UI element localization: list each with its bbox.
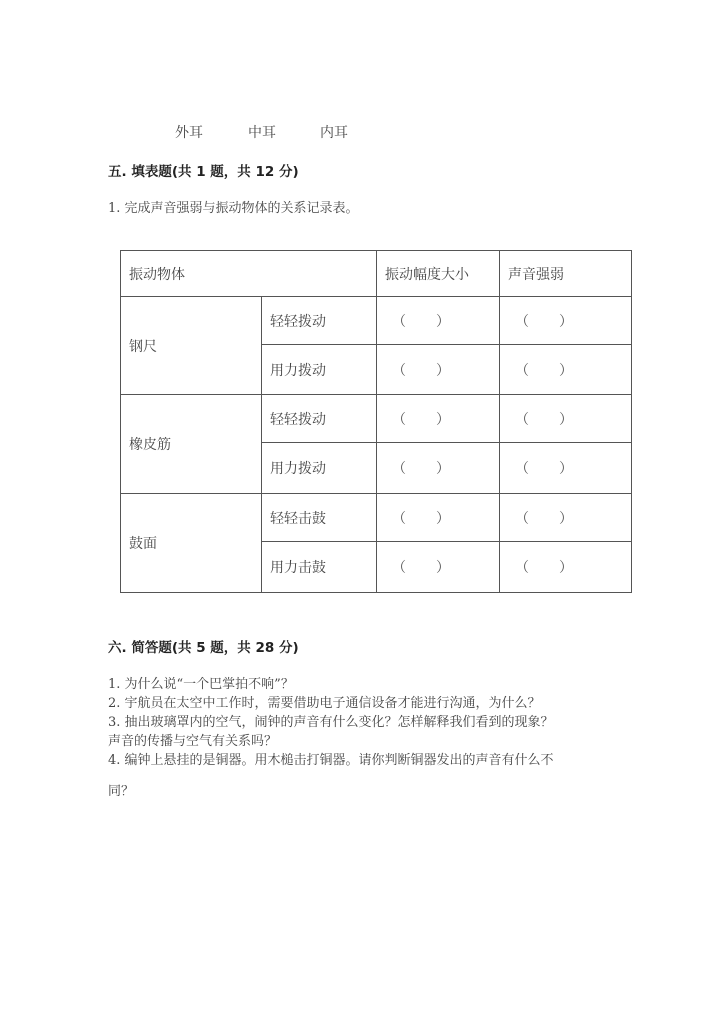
header-loudness: 声音强弱 bbox=[500, 251, 632, 297]
action-cell: 用力拨动 bbox=[262, 345, 377, 395]
object-drum-head: 鼓面 bbox=[121, 494, 262, 593]
action-cell: 用力拨动 bbox=[262, 443, 377, 494]
object-rubber-band: 橡皮筋 bbox=[121, 395, 262, 494]
ear-label-outer: 外耳 bbox=[175, 125, 203, 141]
header-vibrating-object: 振动物体 bbox=[121, 251, 377, 297]
loudness-blank[interactable]: （ ） bbox=[500, 542, 632, 593]
section-6-question-3-cont: 声音的传播与空气有关系吗？ bbox=[108, 734, 278, 749]
loudness-blank[interactable]: （ ） bbox=[500, 494, 632, 542]
header-amplitude: 振动幅度大小 bbox=[377, 251, 500, 297]
section-6-question-4: 4. 编钟上悬挂的是铜器。用木槌击打铜器。请你判断铜器发出的声音有什么不 bbox=[108, 753, 554, 768]
action-cell: 轻轻击鼓 bbox=[262, 494, 377, 542]
section-5-question-1: 1. 完成声音强弱与振动物体的关系记录表。 bbox=[108, 201, 359, 216]
amplitude-blank[interactable]: （ ） bbox=[377, 395, 500, 443]
action-cell: 轻轻拨动 bbox=[262, 297, 377, 345]
amplitude-blank[interactable]: （ ） bbox=[377, 345, 500, 395]
ear-label-inner: 内耳 bbox=[320, 125, 348, 141]
loudness-blank[interactable]: （ ） bbox=[500, 297, 632, 345]
loudness-blank[interactable]: （ ） bbox=[500, 345, 632, 395]
amplitude-blank[interactable]: （ ） bbox=[377, 297, 500, 345]
section-6-question-2: 2. 宇航员在太空中工作时，需要借助电子通信设备才能进行沟通，为什么？ bbox=[108, 696, 541, 711]
section-6-question-1: 1. 为什么说“一个巴掌拍不响”？ bbox=[108, 677, 294, 692]
section-6-question-3: 3. 抽出玻璃罩内的空气，闹钟的声音有什么变化？怎样解释我们看到的现象？ bbox=[108, 715, 554, 730]
amplitude-blank[interactable]: （ ） bbox=[377, 443, 500, 494]
action-cell: 用力击鼓 bbox=[262, 542, 377, 593]
amplitude-blank[interactable]: （ ） bbox=[377, 542, 500, 593]
ear-label-middle: 中耳 bbox=[248, 125, 276, 141]
loudness-blank[interactable]: （ ） bbox=[500, 443, 632, 494]
section-6-title: 六. 简答题(共 5 题，共 28 分) bbox=[108, 640, 299, 656]
record-table bbox=[120, 250, 632, 593]
object-steel-ruler: 钢尺 bbox=[121, 297, 262, 395]
action-cell: 轻轻拨动 bbox=[262, 395, 377, 443]
section-6-question-4-cont: 同？ bbox=[108, 784, 135, 799]
amplitude-blank[interactable]: （ ） bbox=[377, 494, 500, 542]
section-5-title: 五. 填表题(共 1 题，共 12 分) bbox=[108, 164, 299, 180]
loudness-blank[interactable]: （ ） bbox=[500, 395, 632, 443]
